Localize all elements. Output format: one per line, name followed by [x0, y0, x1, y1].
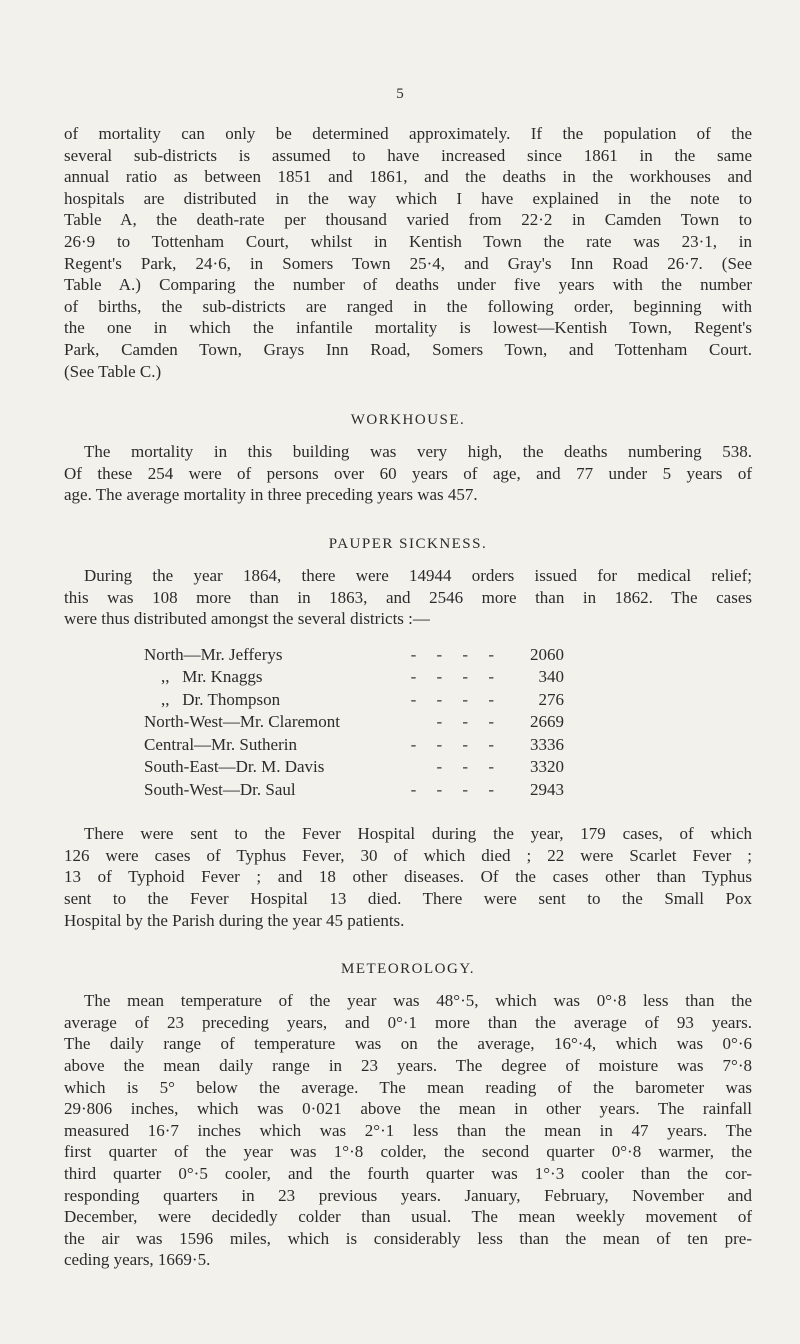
- table-row: [144, 644, 564, 667]
- meteorology-paragraph: [64, 990, 752, 1271]
- table-row: [144, 689, 564, 712]
- order-count: 340: [538, 667, 564, 687]
- table-row: [144, 666, 564, 689]
- district-name: South-West—Dr. Saul: [144, 779, 296, 799]
- text-line: The mean temperature of the year was 48°·5, which was 0°·8 less than the: [84, 991, 752, 1011]
- text-line: average of 23 preceding years, and 0°·1 more than the average of 93 years.: [64, 1012, 752, 1032]
- leader-dashes: - - -: [436, 757, 502, 777]
- text-line: above the mean daily range in 23 years. The degree of moisture was 7°·8: [64, 1055, 752, 1075]
- district-name: ,, Mr. Knaggs: [144, 667, 263, 687]
- pauper-paragraph: [64, 565, 752, 630]
- district-name: ,, Dr. Thompson: [144, 689, 281, 709]
- text-line: measured 16·7 inches which was 2°·1 less than the mean in 47 years. The: [64, 1120, 752, 1140]
- order-count: 3336: [530, 734, 564, 754]
- text-line: 13 of Typhoid Fever ; and 18 other diseases. Of the cases other than Typhus: [64, 867, 752, 887]
- text-line: 26·9 to Tottenham Court, whilst in Kentish Town the rate was 23·1, in: [64, 231, 752, 251]
- order-count: 2669: [530, 712, 564, 732]
- leader-dashes: - - - -: [410, 779, 502, 799]
- leader-dashes: - - - -: [410, 734, 502, 754]
- leader-dashes: - - - -: [410, 689, 502, 709]
- section-heading-workhouse: WORKHOUSE.: [350, 412, 466, 429]
- text-line: of births, the sub-districts are ranged in the following order, beginning with: [64, 296, 752, 316]
- text-line: The mortality in this building was very high, the deaths numbering 538.: [84, 442, 752, 462]
- leader-dashes: - - - -: [410, 644, 502, 664]
- order-count: 2943: [530, 779, 564, 799]
- page-number: 5: [396, 86, 404, 102]
- text-line: several sub-districts is assumed to have increased since 1861 in the same: [64, 145, 752, 165]
- text-line: There were sent to the Fever Hospital during the year, 179 cases, of which: [84, 824, 752, 844]
- table-row: [144, 756, 564, 779]
- relief-orders-table: [144, 644, 564, 802]
- text-line: this was 108 more than in 1863, and 2546 more than in 1862. The cases: [64, 587, 752, 607]
- district-name: Central—Mr. Sutherin: [144, 734, 297, 754]
- text-line: During the year 1864, there were 14944 orders issued for medical relief;: [84, 565, 752, 585]
- text-line: Hospital by the Parish during the year 45 patients.: [64, 910, 405, 930]
- fever-hospital-paragraph: [64, 823, 752, 931]
- section-heading-pauper-sickness: PAUPER SICKNESS.: [328, 535, 488, 552]
- workhouse-paragraph: [64, 441, 752, 506]
- section-heading-meteorology: METEOROLOGY.: [341, 961, 475, 978]
- text-line: Park, Camden Town, Grays Inn Road, Somers Town, and Tottenham Court.: [64, 339, 752, 359]
- district-name: South-East—Dr. M. Davis: [144, 757, 325, 777]
- intro-paragraph: [64, 123, 752, 382]
- text-line: third quarter 0°·5 cooler, and the fourth quarter was 1°·3 cooler than the cor-: [64, 1163, 752, 1183]
- text-line: The daily range of temperature was on the average, 16°·4, which was 0°·6: [64, 1034, 752, 1054]
- text-line: of mortality can only be determined approximately. If the population of the: [64, 124, 752, 143]
- text-line: were thus distributed amongst the several districts :—: [64, 609, 430, 629]
- district-name: North—Mr. Jefferys: [144, 644, 283, 664]
- text-line: December, were decidedly colder than usual. The mean weekly movement of: [64, 1207, 752, 1227]
- order-count: 3320: [530, 757, 564, 777]
- text-line: Regent's Park, 24·6, in Somers Town 25·4, and Gray's Inn Road 26·7. (See: [64, 253, 752, 273]
- text-line: 29·806 inches, which was 0·021 above the mean in other years. The rainfall: [64, 1099, 752, 1119]
- text-line: annual ratio as between 1851 and 1861, and the deaths in the workhouses and: [64, 167, 752, 187]
- text-line: (See Table C.): [64, 361, 162, 381]
- text-line: 126 were cases of Typhus Fever, 30 of which died ; 22 were Scarlet Fever ;: [64, 845, 752, 865]
- text-line: sent to the Fever Hospital 13 died. There were sent to the Small Pox: [64, 888, 752, 908]
- text-line: Of these 254 were of persons over 60 years of age, and 77 under 5 years of: [64, 463, 752, 483]
- text-line: hospitals are distributed in the way which I have explained in the note to: [64, 188, 752, 208]
- table-row: [144, 734, 564, 757]
- leader-dashes: - - - -: [410, 667, 502, 687]
- order-count: 2060: [530, 644, 564, 664]
- order-count: 276: [538, 689, 564, 709]
- text-line: Table A.) Comparing the number of deaths under five years with the number: [64, 275, 752, 295]
- leader-dashes: - - -: [436, 712, 502, 732]
- text-line: age. The average mortality in three preceding years was 457.: [64, 485, 478, 505]
- text-line: the air was 1596 miles, which is considerably less than the mean of ten pre-: [64, 1228, 752, 1248]
- text-line: ceding years, 1669·5.: [64, 1250, 211, 1270]
- text-line: the one in which the infantile mortality is lowest—Kentish Town, Regent's: [64, 318, 752, 338]
- table-row: [144, 779, 564, 802]
- text-line: responding quarters in 23 previous years. January, February, November and: [64, 1185, 752, 1205]
- table-row: [144, 711, 564, 734]
- text-line: which is 5° below the average. The mean reading of the barometer was: [64, 1077, 752, 1097]
- text-line: Table A, the death-rate per thousand varied from 22·2 in Camden Town to: [64, 210, 752, 230]
- text-line: first quarter of the year was 1°·8 colder, the second quarter 0°·8 warmer, the: [64, 1142, 752, 1162]
- district-name: North-West—Mr. Claremont: [144, 712, 340, 732]
